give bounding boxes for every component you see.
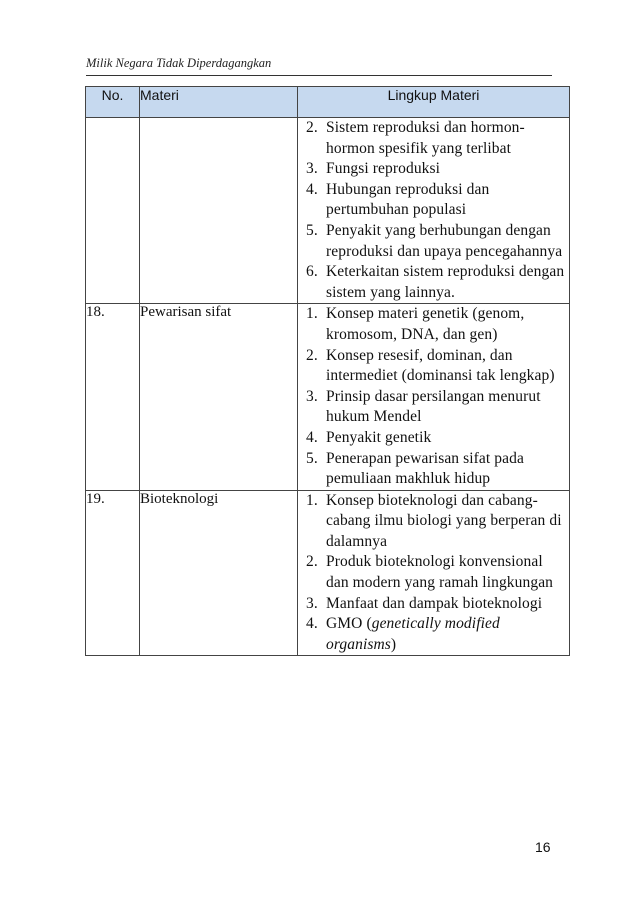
list-item-text: ) (390, 635, 397, 653)
list-item-text: GMO ( (326, 615, 372, 633)
list-item (298, 594, 569, 615)
list-item-number: 2. (306, 119, 318, 136)
scope-list (298, 304, 569, 489)
header-rule (86, 75, 552, 76)
list-item (298, 118, 569, 159)
list-item-text: Konsep materi genetik (genom, kromosom, DNA, dan gen) (326, 305, 525, 343)
list-item-number: 5. (306, 449, 318, 467)
row-scope (298, 304, 570, 490)
list-item-text: Konsep bioteknologi dan cabang-cabang ilmu biologi yang berperan di dalamnya (326, 491, 562, 550)
row-materi: Bioteknologi (140, 490, 298, 656)
list-item (298, 262, 569, 303)
row-scope (298, 118, 570, 304)
column-header-no: No. (86, 87, 140, 118)
row-materi: Pewarisan sifat (140, 304, 298, 490)
list-item-number: 3. (306, 160, 318, 178)
row-number: 19. (86, 490, 140, 656)
row-number (86, 118, 140, 304)
column-header-lingkup: Lingkup Materi (298, 87, 570, 118)
list-item-text: Fungsi reproduksi (326, 160, 441, 178)
list-item-number: 4. (306, 615, 318, 633)
row-materi (140, 118, 298, 304)
list-item-number: 5. (306, 221, 318, 239)
list-item (298, 428, 569, 449)
list-item-number: 2. (306, 553, 318, 571)
list-item-text: Prinsip dasar persilangan menurut hukum Mendel (326, 387, 541, 426)
list-item (298, 387, 569, 428)
list-item (298, 614, 569, 655)
list-item-number: 3. (306, 387, 318, 405)
list-item-text: Keterkaitan sistem reproduksi dengan sistem yang lainnya. (326, 263, 565, 301)
row-scope (298, 490, 570, 656)
list-item-text: Produk bioteknologi konvensional dan modern yang ramah lingkungan (326, 553, 554, 592)
running-header: Milik Negara Tidak Diperdagangkan (86, 56, 272, 70)
list-item (298, 346, 569, 387)
list-item-text: Hubungan reproduksi dan pertumbuhan populasi (326, 180, 490, 219)
page-number: 16 (535, 839, 551, 855)
table-row (86, 304, 570, 490)
list-item (298, 304, 569, 345)
list-item-number: 4. (306, 428, 318, 446)
list-item (298, 221, 569, 262)
list-item-number: 4. (306, 180, 318, 198)
scope-list (298, 491, 569, 656)
list-item-number: 3. (306, 594, 318, 612)
list-item-text: Penerapan pewarisan sifat pada pemuliaan makhluk hidup (326, 449, 524, 488)
column-header-materi: Materi (140, 87, 298, 118)
list-item (298, 180, 569, 221)
table-row (86, 118, 570, 304)
list-item-number: 6. (306, 263, 318, 281)
scope-list (298, 118, 569, 303)
list-item (298, 159, 569, 180)
table-header-row (86, 87, 570, 118)
materials-table (85, 86, 570, 656)
list-item-number: 1. (306, 491, 318, 509)
table-row (86, 490, 570, 656)
list-item (298, 449, 569, 490)
list-item-text: Penyakit yang berhubungan dengan reproduksi dan upaya pencegahannya (326, 221, 563, 260)
list-item-text: Penyakit genetik (326, 428, 432, 446)
list-item-text: Manfaat dan dampak bioteknologi (326, 594, 543, 612)
list-item-number: 1. (306, 305, 318, 323)
row-number: 18. (86, 304, 140, 490)
list-item-text: Sistem reproduksi dan hormon-hormon spesifik yang terlibat (326, 119, 525, 157)
list-item (298, 491, 569, 553)
list-item-text: genetically modified organisms (326, 615, 500, 653)
list-item (298, 552, 569, 593)
list-item-text: Konsep resesif, dominan, dan intermediet (dominansi tak lengkap) (326, 346, 555, 385)
list-item-number: 2. (306, 346, 318, 364)
